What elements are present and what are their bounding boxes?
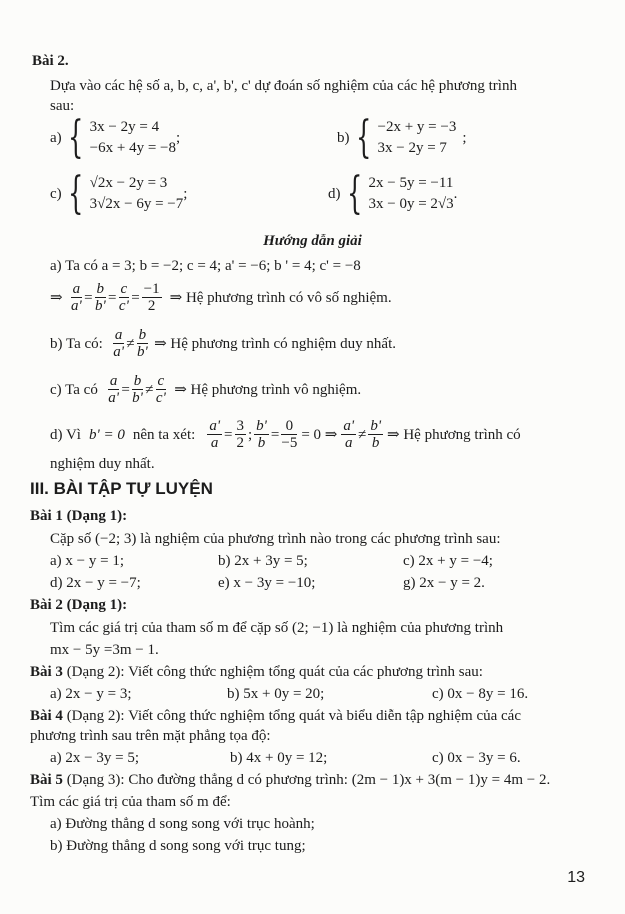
bai2-prompt-cont: sau:	[50, 98, 75, 114]
fraction	[235, 418, 247, 451]
fraction	[156, 373, 167, 406]
fraction-den: b'	[136, 344, 148, 360]
ex4-opt-b: b) 4x + 0y = 12;	[230, 750, 328, 766]
ex3-opt-a: a) 2x − y = 3;	[50, 686, 132, 702]
ex3-line	[30, 663, 483, 681]
fraction-den: 2	[147, 298, 156, 314]
fraction-num: a	[114, 327, 123, 343]
ex4-rest2: phương trình sau trên mặt phẳng tọa độ:	[30, 728, 271, 744]
ex5-title: Bài 5	[30, 772, 63, 788]
fraction-num: b	[96, 281, 105, 297]
ex3-opt-c: c) 0x − 8y = 16.	[432, 686, 529, 702]
ex5-line	[30, 771, 550, 789]
fraction	[71, 281, 83, 314]
system-a	[50, 112, 181, 163]
fraction-den: a'	[70, 298, 82, 314]
sol-d-conclusion: ⇒ Hệ phương trình có	[387, 426, 521, 443]
fraction-num: b	[133, 373, 142, 389]
fraction-num: c	[120, 281, 128, 297]
sol-d-line: d) Vì b' = 0 nên ta xét: $\frac{a'}{a}$ = $\frac{3}{2}$ ; $\frac{b'}{b}$ = $\frac{0}{-5}$ = 0 ⇒ $\frac{a'}{a}$ ≠ $\frac{b'}{b}$ ⇒ Hệ phương trình có	[50, 418, 521, 451]
ex4-opt-a: a) 2x − 3y = 5;	[50, 750, 139, 766]
fraction-num: b	[138, 327, 147, 343]
fraction	[207, 418, 222, 451]
ex1-opt-c: c) 2x + y = −4;	[403, 553, 493, 569]
section-title: III. BÀI TẬP TỰ LUYỆN	[30, 479, 213, 498]
fraction-den: b	[371, 435, 380, 451]
system-a-label: a)	[50, 129, 62, 146]
fraction-den: 2	[236, 435, 244, 451]
system-c	[50, 168, 188, 219]
brace-icon: {	[67, 168, 84, 219]
ex1-opt-d: d) 2x − y = −7;	[50, 575, 141, 591]
system-d-eq1: 2x − 5y = −11	[368, 175, 454, 191]
sol-a-line2: ⇒ $\frac{a}{a'}$ = $\frac{b}{b'}$ = $\frac{c}{c'}$ = $\frac{-1}{2}$ ⇒ Hệ phương trình có vô số nghiệm.	[50, 281, 392, 314]
fraction-den: c'	[155, 390, 166, 406]
implies-icon: ⇒	[50, 289, 63, 306]
system-c-eq1: √2x − 2y = 3	[89, 175, 168, 191]
system-b-eq1: −2x + y = −3	[377, 119, 457, 135]
system-b	[337, 112, 467, 163]
guide-title: Hướng dẫn giải	[263, 233, 362, 249]
ex1-opt-g: g) 2x − y = 2.	[403, 575, 485, 591]
fraction-num: a	[72, 281, 81, 297]
fraction	[142, 281, 162, 314]
fraction-num: b'	[256, 418, 267, 434]
ex1-opt-e: e) x − 3y = −10;	[218, 575, 316, 591]
ex3-rest: (Dạng 2): Viết công thức nghiệm tổng quát của các phương trình sau:	[66, 664, 483, 680]
fraction	[119, 281, 130, 314]
fraction-den: b	[257, 435, 266, 451]
fraction-den: a'	[108, 390, 119, 406]
ex4-opt-c: c) 0x − 3y = 6.	[432, 750, 521, 766]
sol-d-pre: d) Vì	[50, 426, 81, 443]
sol-d-zero: = 0 ⇒	[301, 426, 338, 443]
fraction-num: 0	[281, 418, 297, 435]
system-d-eq2: 3x − 0y = 2√3	[368, 196, 454, 212]
fraction-num: b'	[370, 418, 382, 434]
system-d-label: d)	[328, 185, 341, 202]
bai2-title: Bài 2.	[32, 53, 69, 69]
brace-icon: {	[355, 112, 371, 163]
system-d	[328, 168, 458, 219]
sol-d-cond: b' = 0	[88, 426, 125, 443]
fraction	[113, 327, 125, 360]
sol-b-conclusion: ⇒ Hệ phương trình có nghiệm duy nhất.	[154, 335, 396, 352]
brace-icon: {	[67, 112, 84, 163]
fraction	[108, 373, 120, 406]
ex1-prompt: Cặp số (−2; 3) là nghiệm của phương trình nào trong các phương trình sau:	[50, 531, 501, 547]
fraction	[95, 281, 107, 314]
ex4-rest: (Dạng 2): Viết công thức nghiệm tổng quát và biểu diễn tập nghiệm của các	[66, 708, 522, 724]
system-c-label: c)	[50, 185, 62, 202]
system-b-tail: ;	[462, 129, 467, 146]
system-a-eq1: 3x − 2y = 4	[89, 119, 160, 135]
fraction-den: a'	[113, 344, 124, 360]
ex1-opt-a: a) x − y = 1;	[50, 553, 124, 569]
fraction-num: −1	[143, 281, 160, 297]
fraction-den: b'	[94, 298, 106, 314]
system-b-eq2: 3x − 2y = 7	[377, 140, 447, 156]
fraction-den: a	[210, 435, 219, 451]
sol-c-pre: c) Ta có	[50, 381, 98, 398]
ex2-eq: mx − 5y =3m − 1.	[50, 642, 159, 658]
sol-c-conclusion: ⇒ Hệ phương trình vô nghiệm.	[174, 381, 362, 398]
ex3-opt-b: b) 5x + 0y = 20;	[227, 686, 325, 702]
system-c-tail: ;	[183, 185, 188, 202]
system-b-label: b)	[337, 129, 350, 146]
sol-b-pre: b) Ta có:	[50, 335, 103, 352]
fraction	[368, 418, 383, 451]
sol-b-line: b) Ta có: $\frac{a}{a'}$ ≠ $\frac{b}{b'}$ ⇒ Hệ phương trình có nghiệm duy nhất.	[50, 327, 396, 360]
ex5-rest: (Dạng 3): Cho đường thẳng d có phương trình: (2m − 1)x + 3(m − 1)y = 4m − 2.	[66, 772, 551, 788]
fraction-den: b'	[132, 390, 143, 406]
system-a-tail: ;	[176, 129, 181, 146]
sol-c-line: c) Ta có $\frac{a}{a'}$ = $\frac{b}{b'}$ ≠ $\frac{c}{c'}$ ⇒ Hệ phương trình vô nghiệm.	[50, 373, 362, 406]
system-a-eq2: −6x + 4y = −8	[89, 140, 176, 156]
ex2-title: Bài 2 (Dạng 1):	[30, 597, 128, 613]
sol-a-conclusion: ⇒ Hệ phương trình có vô số nghiệm.	[169, 289, 392, 306]
sol-a-line1: a) Ta có a = 3; b = −2; c = 4; a' = −6; b ' = 4; c' = −8	[50, 258, 361, 274]
ex4-line	[30, 707, 521, 725]
bai2-prompt: Dựa vào các hệ số a, b, c, a', b', c' dự đoán số nghiệm của các hệ phương trình	[50, 78, 517, 94]
ex4-title: Bài 4	[30, 708, 63, 724]
ex5-opt-a: a) Đường thẳng d song song với trục hoành;	[50, 816, 315, 832]
system-c-eq2: 3√2x − 6y = −7	[89, 196, 184, 212]
fraction	[137, 327, 149, 360]
fraction-num: a'	[209, 418, 221, 434]
fraction-den: −5	[281, 435, 298, 451]
fraction-num: 3	[236, 418, 244, 434]
ex2-prompt: Tìm các giá trị của tham số m để cặp số (2; −1) là nghiệm của phương trình	[50, 620, 504, 636]
sol-d-mid: nên ta xét:	[132, 426, 196, 443]
fraction	[132, 373, 144, 406]
fraction	[341, 418, 356, 451]
sol-d-tail: nghiệm duy nhất.	[50, 456, 155, 472]
fraction-num: a'	[343, 418, 355, 434]
ex5-prompt: Tìm các giá trị của tham số m để:	[30, 794, 231, 810]
fraction-num: a	[109, 373, 118, 389]
fraction	[281, 418, 297, 451]
fraction	[254, 418, 269, 451]
ex1-title: Bài 1 (Dạng 1):	[30, 508, 128, 524]
fraction-den: c'	[118, 298, 129, 314]
ex1-opt-b: b) 2x + 3y = 5;	[218, 553, 308, 569]
page-number: 13	[567, 869, 585, 886]
system-d-tail: .	[453, 185, 458, 202]
brace-icon: {	[346, 168, 362, 219]
ex3-title: Bài 3	[30, 664, 63, 680]
fraction-num: c	[157, 373, 165, 389]
fraction-den: a	[344, 435, 353, 451]
ex5-opt-b: b) Đường thẳng d song song với trục tung;	[50, 838, 306, 854]
